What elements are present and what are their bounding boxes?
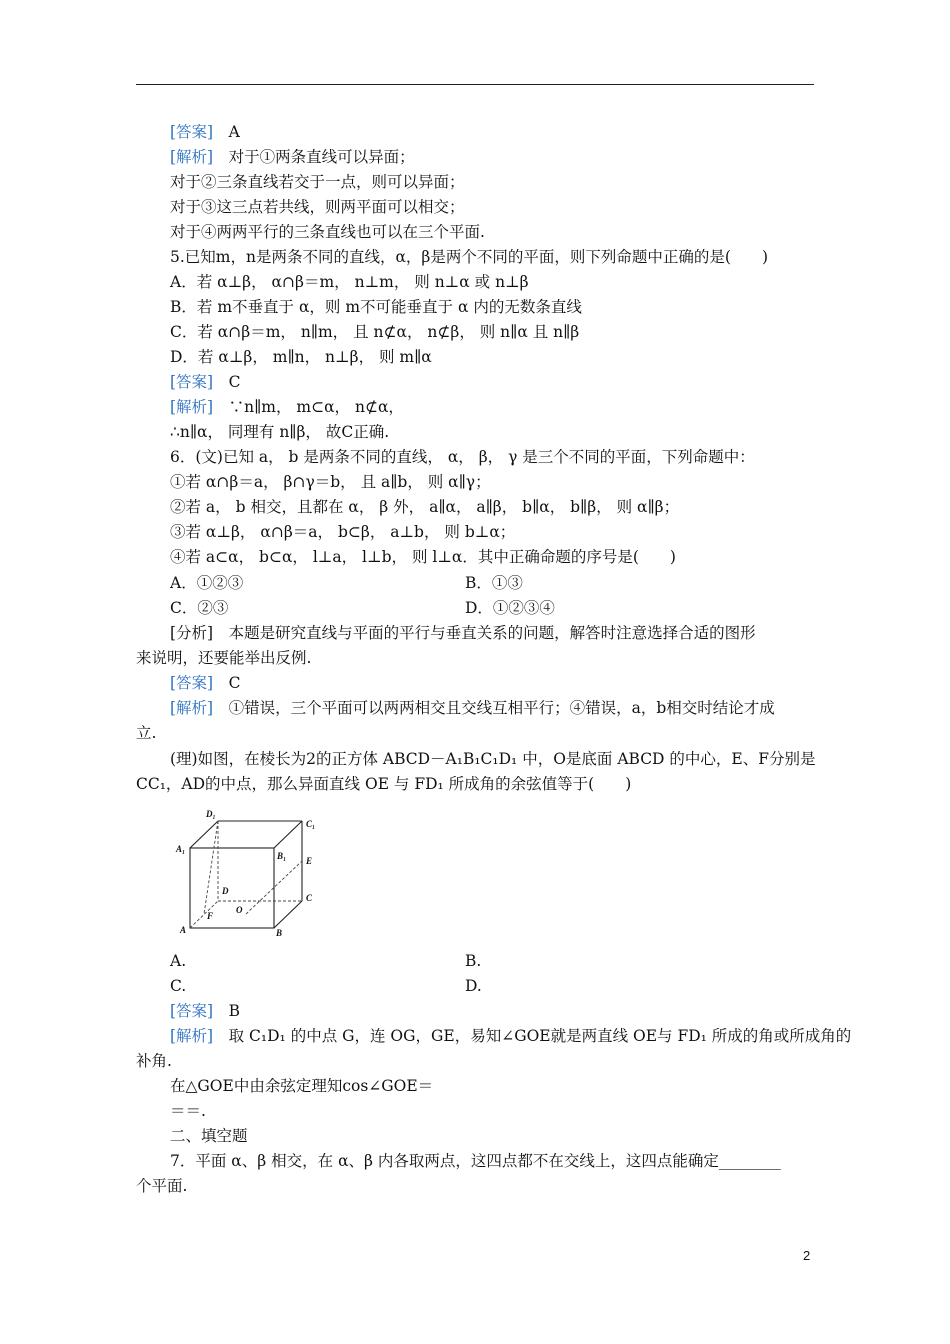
answer-line [170,1000,240,1022]
answer-value: C [228,674,241,692]
analysis-line [170,396,404,418]
cos-line: 在△GOE中由余弦定理知cos∠GOE＝ [170,1077,434,1095]
q6-option-d: D．①②③④ [465,599,555,617]
answer-tag: [答案] [170,123,214,141]
answer-tag: [答案] [170,373,214,391]
answer-line [170,121,240,143]
analysis-tag: [解析] [170,1027,214,1045]
cube-figure [170,805,330,940]
page-number: 2 [803,1248,811,1263]
analysis-line [170,146,415,168]
vertex-label: D₁ [206,809,216,819]
q6-item-4: ④若 a⊂α， b⊂α， l⊥a， l⊥b， 则 l⊥α．其中正确命题的序号是( ) [170,548,676,566]
vertex-label: F [207,911,214,921]
section-heading: 二、填空题 [170,1127,248,1145]
q6-option-c: C．②③ [170,599,229,617]
vertex-label: O [236,905,243,915]
answer-tag: [答案] [170,1002,214,1020]
analysis-tag: [解析] [170,699,214,717]
text-line: 来说明，还要能举出反例. [136,649,312,667]
q6-option-b: B．①③ [465,574,523,592]
fenxi-text: 本题是研究直线与平面的平行与垂直关系的问题，解答时注意选择合适的图形 [228,624,756,642]
vertex-label: B₁ [277,851,287,861]
text-line: ∴n∥α， 同理有 n∥β， 故C正确. [170,423,390,441]
vertex-label: E [306,856,313,866]
q6li-stem-cont: CC₁，AD的中点，那么异面直线 OE 与 FD₁ 所成角的余弦值等于( ) [136,775,632,793]
q7-stem-cont: 个平面. [136,1177,188,1195]
q6-item-2: ②若 a， b 相交，且都在 α， β 外， a∥α， a∥β， b∥α， b∥β， 则 α∥β； [170,498,680,516]
q6-stem: 6．(文)已知 a， b 是两条不同的直线， α， β， γ 是三个不同的平面，下列命题中： [170,448,755,466]
analysis-text: 对于①两条直线可以异面； [228,148,415,166]
q5-option-c: C．若 α∩β＝m， n∥m， 且 n⊄α， n⊄β， 则 n∥α 且 n∥β [170,323,580,341]
text-line: 立. [136,724,157,742]
cube-edge [190,821,218,848]
analysis-line [170,697,775,719]
eq-line: ＝＝. [170,1102,206,1120]
analysis-text: ①错误，三个平面可以两两相交且交线互相平行；④错误，a，b相交时结论才成 [228,699,775,717]
q5-option-d: D．若 α⊥β， m∥n， n⊥β， 则 m∥α [170,348,432,366]
q7-stem: 7．平面 α、β 相交，在 α、β 内各取两点，这四点都不在交线上，这四点能确定________ [170,1152,781,1170]
q5-option-b: B．若 m不垂直于 α，则 m不可能垂直于 α 内的无数条直线 [170,298,582,316]
analysis-line [170,1025,851,1047]
answer-tag: [答案] [170,674,214,692]
q6li-option-d: D. [465,977,482,995]
answer-line [170,371,241,393]
text-line: 对于②三条直线若交于一点，则可以异面； [170,173,465,191]
q6li-option-c: C. [170,977,187,995]
cube-edge [274,821,302,848]
vertex-label: D [222,886,229,896]
answer-value: B [228,1002,241,1020]
analysis-text: 取 C₁D₁ 的中点 G，连 OG，GE，易知∠GOE就是两直线 OE与 FD₁ 所成的角或所成角的 [228,1027,852,1045]
q6li-stem: (理)如图，在棱长为2的正方体 ABCD－A₁B₁C₁D₁ 中，O是底面 ABCD 的中心，E、F分别是 [170,750,816,768]
text-line: 对于④两两平行的三条直线也可以在三个平面. [170,223,485,241]
analysis-text: ∵n∥m， m⊂α， n⊄α， [228,398,404,416]
q6-item-1: ①若 α∩β＝a， β∩γ＝b， 且 a∥b， 则 α∥γ； [170,473,491,491]
answer-value: C [228,373,241,391]
q6-item-3: ③若 α⊥β， α∩β＝a， b⊂β， a⊥b， 则 b⊥α； [170,523,516,541]
vertex-label: A₁ [176,844,186,854]
answer-line [170,672,241,694]
header-rule [136,84,814,85]
q6li-option-b: B. [465,952,482,970]
fenxi-line [170,622,756,644]
q6-option-a: A．①②③ [170,574,244,592]
segment-fd1 [204,821,218,914]
q5-option-a: A．若 α⊥β， α∩β＝m， n⊥m， 则 n⊥α 或 n⊥β [170,273,529,291]
vertex-label: C [306,893,313,903]
q5-stem: 5.已知m，n是两条不同的直线，α，β是两个不同的平面，则下列命题中正确的是( ) [170,248,768,266]
vertex-label: C₁ [306,819,316,829]
analysis-tag: [解析] [170,148,214,166]
hidden-edge [190,901,218,928]
answer-value: A [228,123,240,141]
vertex-label: A [180,925,187,935]
text-line: 对于③这三点若共线，则两平面可以相交； [170,198,465,216]
analysis-tag: [解析] [170,398,214,416]
text-line: 补角. [136,1052,172,1070]
fenxi-tag: [分析] [170,624,214,642]
q6li-option-a: A. [170,952,187,970]
cube-edge [274,901,302,928]
vertex-label: B [276,928,283,938]
